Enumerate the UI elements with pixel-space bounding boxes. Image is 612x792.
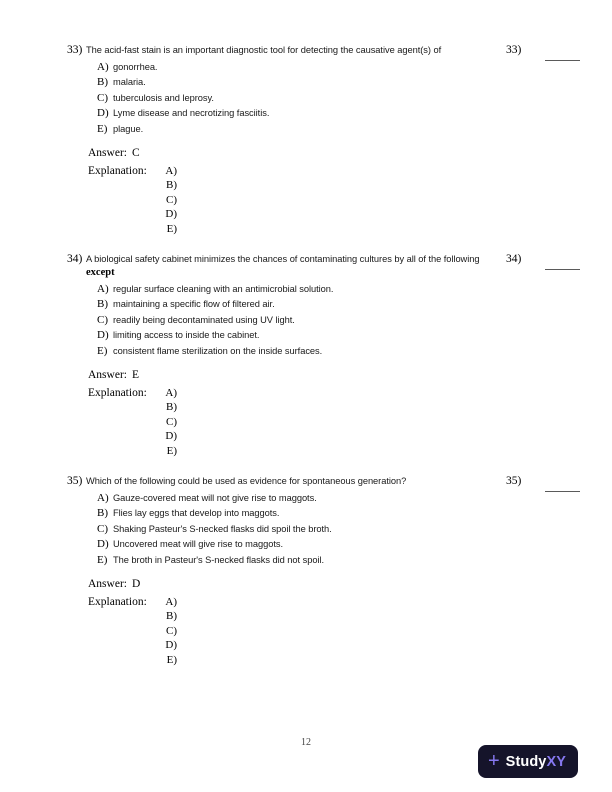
- option-letter: D): [97, 538, 109, 551]
- explanation-label: Explanation:: [88, 386, 147, 399]
- option-letter: A): [97, 491, 109, 504]
- option-letter: A): [97, 61, 109, 73]
- answer-label: Answer:: [88, 368, 127, 381]
- answer-blank: [506, 253, 580, 279]
- option-letter: D): [97, 329, 109, 342]
- explanation-letter: B): [166, 401, 177, 414]
- question-head: [67, 475, 582, 488]
- answer-blank-line: [545, 60, 580, 61]
- option-letter: C): [97, 313, 108, 326]
- options-list: [97, 283, 582, 360]
- option-text: Shaking Pasteur's S-necked flasks did spoil the broth.: [113, 523, 332, 534]
- question-head: [67, 253, 582, 266]
- option-letter: E): [97, 122, 108, 135]
- answer-value: E: [131, 368, 139, 381]
- logo-accent: XY: [546, 753, 566, 770]
- option-text: malaria.: [113, 77, 146, 88]
- option-row: [97, 507, 582, 522]
- explanation-row: [88, 164, 582, 236]
- explanation-letter: A): [165, 386, 177, 399]
- option-letter: D): [97, 107, 109, 120]
- answer-label: Answer:: [88, 577, 127, 590]
- option-letter: C): [97, 91, 108, 104]
- option-row: [97, 76, 582, 91]
- option-text: plague.: [113, 123, 144, 134]
- explanation-letter: B): [166, 610, 177, 623]
- explanation-letter: C): [166, 415, 177, 428]
- option-row: [97, 298, 582, 313]
- answer-blank-line: [545, 269, 580, 270]
- question-block: [67, 253, 582, 458]
- answer-line: [88, 578, 582, 591]
- explanation-letter: A): [165, 595, 177, 608]
- question-number: 35): [67, 474, 83, 487]
- option-row: [97, 329, 582, 344]
- option-letter: E): [97, 344, 108, 357]
- explanation-letter: D): [165, 639, 177, 652]
- answer-blank: [506, 475, 580, 501]
- question-text: A biological safety cabinet minimizes the chances of contaminating cultures by all of the following: [86, 253, 480, 264]
- question-block: [67, 44, 582, 236]
- option-row: [97, 314, 582, 329]
- option-row: [97, 92, 582, 107]
- explanation-letters: [157, 164, 177, 236]
- answer-line: [88, 369, 582, 382]
- explanation-letter: B): [166, 179, 177, 192]
- question-text-bold-suffix: except: [86, 266, 115, 278]
- explanation-row: [88, 595, 582, 667]
- explanation-letter: C): [166, 624, 177, 637]
- explanation-label: Explanation:: [88, 595, 147, 608]
- option-letter: B): [97, 298, 108, 311]
- option-letter: B): [97, 76, 108, 89]
- question-head: [67, 44, 582, 57]
- explanation-letter: D): [165, 208, 177, 221]
- question-text: Which of the following could be used as evidence for spontaneous generation?: [86, 475, 407, 486]
- answer-value: C: [131, 146, 140, 159]
- option-text: consistent flame sterilization on the inside surfaces.: [113, 345, 323, 356]
- option-letter: E): [97, 553, 108, 566]
- option-text: regular surface cleaning with an antimicrobial solution.: [113, 283, 334, 294]
- options-list: [97, 492, 582, 569]
- question-text: The acid-fast stain is an important diagnostic tool for detecting the causative agent(s) of: [86, 45, 442, 55]
- answer-blank-number: 33): [506, 44, 522, 56]
- explanation-letters: [157, 386, 177, 458]
- option-text: gonorrhea.: [113, 62, 158, 72]
- answer-blank: [506, 44, 580, 70]
- explanation-letter: A): [165, 164, 177, 177]
- answer-value: D: [131, 577, 141, 590]
- answer-blank-number: 34): [506, 252, 522, 265]
- question-number: 33): [67, 44, 83, 56]
- answer-line: [88, 147, 582, 160]
- studyxy-logo: [478, 745, 578, 778]
- option-text: The broth in Pasteur's S-necked flasks did not spoil.: [113, 554, 324, 565]
- option-row: [97, 538, 582, 553]
- question-block: [67, 475, 582, 667]
- option-row: [97, 283, 582, 298]
- option-row: [97, 123, 582, 138]
- option-letter: C): [97, 522, 108, 535]
- option-letter: A): [97, 282, 109, 295]
- option-row: [97, 107, 582, 122]
- option-row: [97, 345, 582, 360]
- answer-label: Answer:: [88, 146, 127, 159]
- option-text: Uncovered meat will give rise to maggots.: [113, 539, 284, 550]
- answer-blank-number: 35): [506, 474, 522, 487]
- explanation-letter: E): [166, 653, 177, 666]
- explanation-letters: [157, 595, 177, 667]
- explanation-letter: D): [165, 430, 177, 443]
- explanation-row: [88, 386, 582, 458]
- options-list: [97, 61, 582, 138]
- option-text: maintaining a specific flow of filtered air.: [113, 299, 275, 310]
- option-letter: B): [97, 507, 108, 520]
- explanation-letter: E): [166, 222, 177, 235]
- plus-icon: +: [487, 749, 500, 772]
- option-text: Flies lay eggs that develop into maggots.: [113, 508, 280, 519]
- option-text: tuberculosis and leprosy.: [113, 92, 214, 103]
- explanation-letter: C): [166, 193, 177, 206]
- logo-text: Study: [505, 753, 547, 770]
- explanation-letter: E): [166, 444, 177, 457]
- option-text: readily being decontaminated using UV light.: [113, 314, 295, 325]
- question-number: 34): [67, 252, 83, 265]
- option-row: [97, 523, 582, 538]
- page-number: 12: [301, 737, 311, 748]
- option-row: [97, 554, 582, 569]
- option-text: Gauze-covered meat will not give rise to maggots.: [113, 492, 317, 503]
- answer-blank-line: [545, 491, 580, 492]
- questions-list: [67, 44, 582, 684]
- explanation-label: Explanation:: [88, 164, 147, 177]
- option-text: Lyme disease and necrotizing fasciitis.: [113, 108, 270, 119]
- option-text: limiting access to inside the cabinet.: [113, 330, 260, 341]
